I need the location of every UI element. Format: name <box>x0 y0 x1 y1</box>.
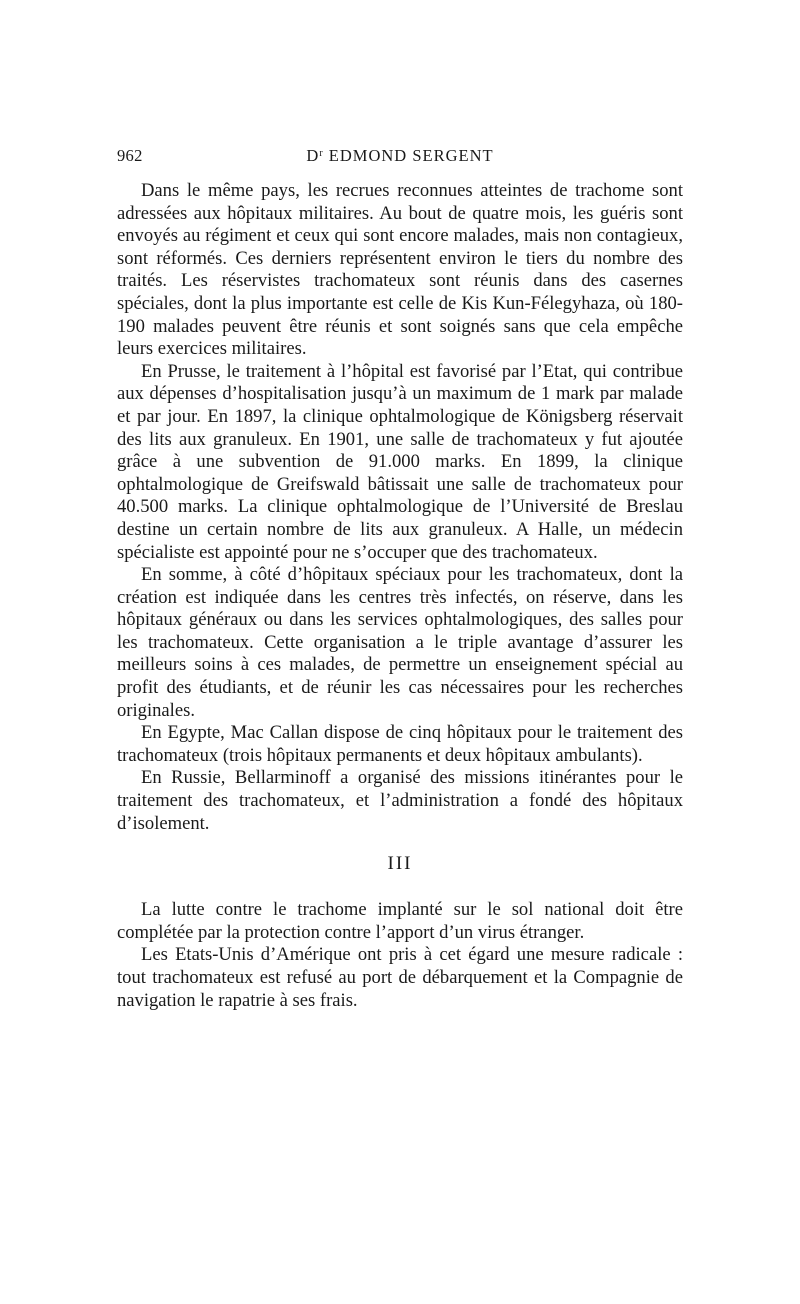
section-heading: III <box>387 853 413 875</box>
author-name: EDMOND SERGENT <box>323 146 494 165</box>
paragraph: Dans le même pays, les recrues reconnues atteintes de trachome sont adressées aux hôpitaux militaires. Au bout de quatre mois, les guéris sont envoyés au régiment et ceux qui sont encore malades, mais non contagieux, sont réformés. Ces derniers représentent environ le tiers du nombre des traités. Les réservistes trachomateux sont réunis dans des casernes spéciales, dont la plus importante est celle de Kis Kun-Félegyhaza, où 180-190 malades peuvent être réunis et sont soignés sans que cela empêche leurs exercices militaires. <box>117 180 683 360</box>
body-text <box>117 180 683 1012</box>
page-number: 962 <box>117 146 143 165</box>
running-header <box>117 146 683 170</box>
paragraph: En Egypte, Mac Callan dispose de cinq hôpitaux pour le traitement des trachomateux (trois hôpitaux permanents et deux hôpitaux ambulants). <box>117 722 683 766</box>
author-title-superscript: r <box>319 148 324 159</box>
paragraph: En Prusse, le traitement à l’hôpital est favorisé par l’Etat, qui contribue aux dépenses d’hospitalisation jusqu’à un maximum de 1 mark par malade et par jour. En 1897, la clinique ophtalmologique de Königsberg réservait des lits aux granuleux. En 1901, une salle de trachomateux y fut ajoutée grâce à une subvention de 91.000 marks. En 1899, la clinique ophtalmologique de Greifswald bâtissait une salle de trachomateux pour 40.500 marks. La clinique ophtalmologique de l’Université de Breslau destine un certain nombre de lits aux granuleux. A Halle, un médecin spécialiste est appointé pour ne s’occuper que des trachomateux. <box>117 360 683 563</box>
running-header-author <box>117 146 683 166</box>
paragraph: Les Etats-Unis d’Amérique ont pris à cet égard une mesure radicale : tout trachomateux est refusé au port de débarquement et la Compagnie de navigation le rapatrie à ses frais. <box>117 944 683 1011</box>
author-title-prefix: D <box>306 146 320 165</box>
paragraph: La lutte contre le trachome implanté sur le sol national doit être complétée par la protection contre l’apport d’un virus étranger. <box>117 899 683 943</box>
paragraph: En Russie, Bellarminoff a organisé des missions itinérantes pour le traitement des trachomateux, et l’administration a fondé des hôpitaux d’isolement. <box>117 767 683 834</box>
paragraph: En somme, à côté d’hôpitaux spéciaux pour les trachomateux, dont la création est indiquée dans les centres très infectés, on réserve, dans les hôpitaux généraux ou dans les services ophtalmologiques, des salles pour les trachomateux. Cette organisation a le triple avantage d’assurer les meilleurs soins à ces malades, de permettre un enseignement spécial au profit des étudiants, et de réunir les cas nécessaires pour les recherches originales. <box>117 564 683 721</box>
